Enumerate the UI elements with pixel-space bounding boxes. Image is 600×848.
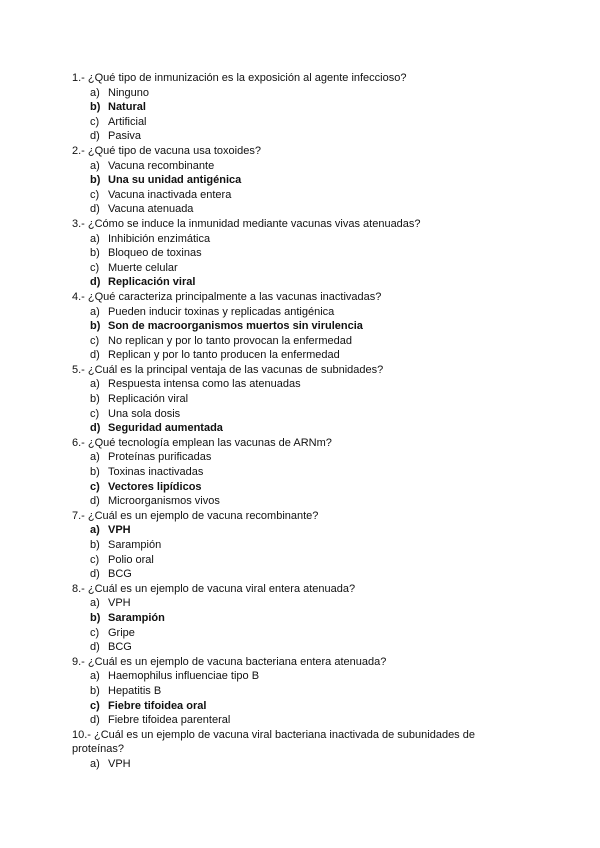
option-letter: d) (90, 276, 101, 289)
answer-option-correct (72, 523, 528, 538)
option-text: Son de macroorganismos muertos sin virulencia (108, 320, 363, 333)
answer-option-correct (72, 173, 528, 188)
option-letter: c) (90, 553, 100, 566)
answer-option-correct (72, 421, 528, 436)
answer-option (72, 188, 528, 203)
answer-option (72, 640, 528, 655)
option-text: Seguridad aumentada (108, 422, 223, 435)
option-letter: a) (90, 86, 100, 99)
option-text: Ninguno (108, 86, 149, 99)
question-text: 9.- ¿Cuál es un ejemplo de vacuna bacteriana entera atenuada? (72, 655, 387, 668)
option-letter: b) (90, 247, 100, 260)
question-text: 5.- ¿Cuál es la principal ventaja de las vacunas de subnidades? (72, 363, 384, 376)
option-text: Una sola dosis (108, 407, 181, 420)
answer-option (72, 377, 528, 392)
option-text: Respuesta intensa como las atenuadas (108, 378, 301, 391)
question-text: 7.- ¿Cuál es un ejemplo de vacuna recombinante? (72, 509, 319, 522)
option-letter: c) (90, 626, 100, 639)
option-text: Microorganismos vivos (108, 495, 220, 508)
answer-option (72, 596, 528, 611)
option-text: Sarampión (108, 539, 162, 551)
option-text: No replican y por lo tanto provocan la enfermedad (108, 334, 352, 347)
option-letter: a) (90, 451, 100, 464)
question-text: 6.- ¿Qué tecnología emplean las vacunas de ARNm? (72, 436, 332, 449)
option-text: Artificial (108, 115, 147, 128)
option-text: Gripe (108, 626, 135, 639)
answer-option (72, 407, 528, 422)
option-letter: c) (90, 699, 100, 712)
answer-option (72, 202, 528, 217)
option-letter: b) (90, 466, 100, 479)
option-letter: c) (90, 115, 100, 128)
option-text: Replicación viral (108, 276, 196, 289)
option-text: Pasiva (108, 130, 142, 143)
option-text: Inhibición enzimática (108, 232, 211, 245)
option-letter: d) (90, 422, 101, 435)
option-text: Pueden inducir toxinas y replicadas antigénica (108, 305, 335, 318)
option-text: Muerte celular (108, 261, 178, 274)
option-letter: a) (90, 232, 100, 245)
option-letter: c) (90, 334, 100, 347)
option-letter: a) (90, 305, 100, 318)
option-letter: d) (90, 714, 100, 727)
option-letter: d) (90, 130, 100, 143)
option-text: Fiebre tifoidea parenteral (108, 714, 231, 727)
quiz-list (72, 71, 528, 772)
option-letter: b) (90, 684, 100, 697)
option-text: BCG (108, 641, 132, 654)
option-letter: a) (90, 670, 100, 683)
option-text: Proteínas purificadas (108, 451, 212, 464)
answer-option (72, 86, 528, 101)
option-letter: b) (90, 101, 101, 114)
answer-option (72, 626, 528, 641)
option-letter: b) (90, 320, 101, 333)
option-letter: a) (90, 378, 100, 391)
question-text: 4.- ¿Qué caracteriza principalmente a las vacunas inactivadas? (72, 290, 382, 303)
option-letter: b) (90, 174, 101, 187)
option-letter: d) (90, 641, 100, 654)
answer-option (72, 129, 528, 144)
option-letter: a) (90, 757, 100, 770)
option-letter: d) (90, 349, 100, 362)
option-text: Toxinas inactivadas (108, 466, 204, 479)
answer-option (72, 684, 528, 699)
option-text: VPH (108, 597, 131, 610)
answer-option (72, 115, 528, 130)
answer-option (72, 232, 528, 247)
answer-option-correct (72, 699, 528, 714)
answer-option (72, 392, 528, 407)
option-text: Hepatitis B (108, 684, 162, 697)
option-text: Polio oral (108, 553, 154, 566)
answer-option (72, 494, 528, 509)
option-text: Haemophilus influenciae tipo B (108, 670, 260, 683)
answer-option (72, 450, 528, 465)
question-text: 2.- ¿Qué tipo de vacuna usa toxoides? (72, 144, 261, 157)
answer-option (72, 246, 528, 261)
answer-option (72, 159, 528, 174)
answer-option-correct (72, 611, 528, 626)
option-letter: a) (90, 524, 100, 537)
option-letter: c) (90, 407, 100, 420)
answer-option (72, 538, 528, 553)
option-letter: a) (90, 597, 100, 610)
answer-option (72, 348, 528, 363)
option-text: Vectores lipídicos (108, 480, 202, 493)
question-text: 3.- ¿Cómo se induce la inmunidad mediante vacunas vivas atenuadas? (72, 217, 421, 230)
question-text: 10.- ¿Cuál es un ejemplo de vacuna viral bacteriana inactivada de subunidades de proteínas? (72, 728, 475, 756)
option-text: Replican y por lo tanto producen la enfermedad (108, 349, 340, 362)
option-letter: c) (90, 188, 100, 201)
option-text: Una su unidad antigénica (108, 174, 242, 187)
answer-option-correct (72, 480, 528, 495)
option-text: Natural (108, 101, 146, 114)
answer-option (72, 553, 528, 568)
option-text: Vacuna inactivada entera (108, 188, 232, 201)
option-text: Fiebre tifoidea oral (108, 699, 207, 712)
option-letter: d) (90, 203, 100, 216)
answer-option-correct (72, 319, 528, 334)
option-letter: c) (90, 261, 100, 274)
option-letter: b) (90, 539, 100, 551)
option-letter: a) (90, 159, 100, 172)
option-letter: b) (90, 393, 100, 406)
option-text: Vacuna recombinante (108, 159, 215, 172)
option-text: Replicación viral (108, 393, 189, 406)
option-text: Vacuna atenuada (108, 203, 194, 216)
option-text: VPH (108, 757, 131, 770)
question-text: 1.- ¿Qué tipo de inmunización es la exposición al agente infeccioso? (72, 72, 407, 84)
option-text: BCG (108, 568, 132, 581)
option-letter: b) (90, 611, 101, 624)
answer-option (72, 465, 528, 480)
option-text: VPH (108, 524, 131, 537)
answer-option (72, 567, 528, 582)
option-text: Sarampión (108, 611, 165, 624)
answer-option (72, 305, 528, 320)
option-letter: d) (90, 568, 100, 581)
answer-option (72, 669, 528, 684)
answer-option (72, 757, 528, 772)
option-letter: c) (90, 480, 100, 493)
option-text: Bloqueo de toxinas (108, 247, 202, 260)
answer-option (72, 713, 528, 728)
question-text: 8.- ¿Cuál es un ejemplo de vacuna viral entera atenuada? (72, 582, 356, 595)
answer-option-correct (72, 100, 528, 115)
answer-option-correct (72, 275, 528, 290)
answer-option (72, 334, 528, 349)
option-letter: d) (90, 495, 100, 508)
answer-option (72, 261, 528, 276)
